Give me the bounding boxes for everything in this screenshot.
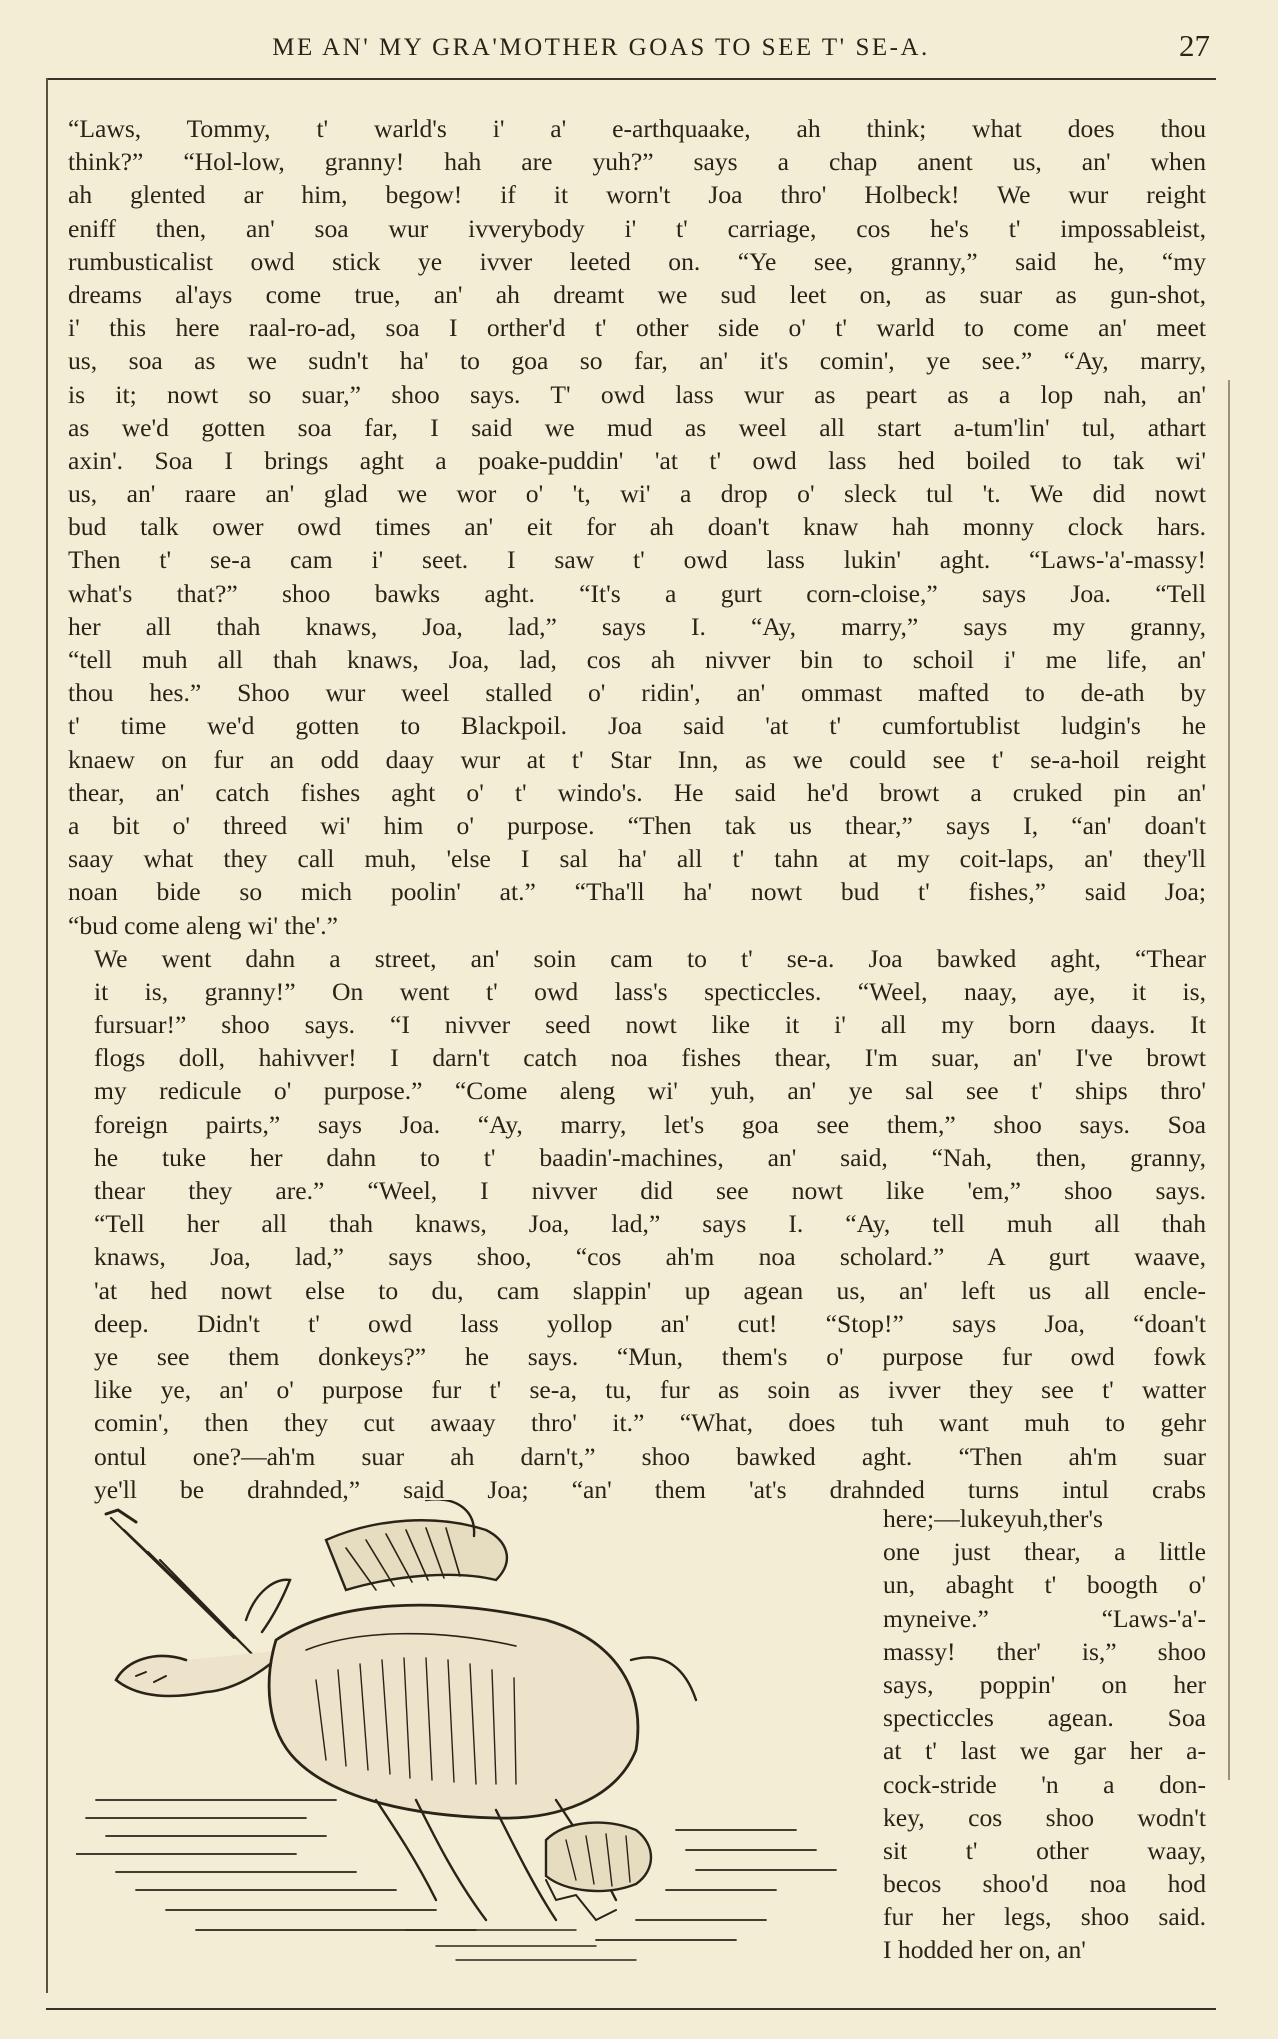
text-line: he tuke her dahn to t' baadin'-machines, an' said, “Nah, then, granny, [94, 1142, 1206, 1172]
text-line: specticcles agean. Soa [883, 1703, 1206, 1733]
text-line: her all thah knaws, Joa, lad,” says I. “Ay, marry,” says my granny, [68, 611, 1206, 641]
text-line: dreams al'ays come true, an' ah dreamt we sud leet on, as suar as gun-shot, [68, 279, 1206, 309]
text-line: what's that?” shoo bawks aght. “It's a gurt corn-cloise,” says Joa. “Tell [68, 578, 1206, 608]
text-line: deep. Didn't t' owd lass yollop an' cut! “Stop!” says Joa, “doan't [94, 1308, 1206, 1338]
text-line: eniff then, an' soa wur ivverybody i' t' carriage, cos he's t' impossableist, [68, 213, 1206, 243]
text-line: t' time we'd gotten to Blackpoil. Joa said 'at t' cumfortublist ludgin's he [68, 711, 1206, 741]
text-line: myneive.” “Laws-'a'- [883, 1603, 1206, 1633]
text-line: saay what they call muh, 'else I sal ha' all t' tahn at my coit-laps, an' they'll [68, 844, 1206, 874]
text-line: one just thear, a little [883, 1537, 1206, 1567]
text-line: un, abaght t' boogth o' [883, 1570, 1206, 1600]
paragraph-1 [68, 112, 1206, 942]
text-line: like ye, an' o' purpose fur t' se-a, tu, fur as soin as ivver they see t' watter [94, 1375, 1206, 1405]
text-line: us, an' raare an' glad we wor o' 't, wi' a drop o' sleck tul 't. We did nowt [68, 479, 1206, 509]
page-number: 27 [1179, 28, 1210, 63]
left-margin-rule [46, 78, 48, 1993]
text-line: We went dahn a street, an' soin cam to t' se-a. Joa bawked aght, “Thear [94, 943, 1206, 973]
text-line: knaws, Joa, lad,” says shoo, “cos ah'm noa scholard.” A gurt waave, [94, 1242, 1206, 1272]
text-line: it is, granny!” On went t' owd lass's specticcles. “Weel, naay, aye, it is, [94, 976, 1206, 1006]
text-line: i' this here raal-ro-ad, soa I orther'd t' other side o' t' warld to come an' meet [68, 313, 1206, 343]
body-text [68, 112, 1206, 1506]
text-line: axin'. Soa I brings aght a poake-puddin' 'at t' owd lass hed boiled to tak wi' [68, 445, 1206, 475]
text-line: fur her legs, shoo said. [883, 1902, 1206, 1932]
text-line: foreign pairts,” says Joa. “Ay, marry, let's goa see them,” shoo says. Soa [94, 1109, 1206, 1139]
text-line: a bit o' threed wi' him o' purpose. “Then tak us thear,” says I, “an' doan't [68, 810, 1206, 840]
text-line: us, soa as we sudn't ha' to goa so far, an' it's comin', ye see.” “Ay, marry, [68, 346, 1206, 376]
text-line: thear they are.” “Weel, I nivver did see nowt like 'em,” shoo says. [94, 1176, 1206, 1205]
text-line: key, cos shoo wodn't [883, 1802, 1206, 1832]
text-line: “Tell her all thah knaws, Joa, lad,” says I. “Ay, tell muh all thah [94, 1209, 1206, 1239]
text-line: at t' last we gar her a- [883, 1736, 1206, 1766]
text-line: thear, an' catch fishes aght o' t' windo's. He said he'd browt a cruked pin an' [68, 777, 1206, 807]
text-line: cock-stride 'n a don- [883, 1769, 1206, 1799]
text-line: becos shoo'd noa hod [883, 1869, 1206, 1899]
text-line: flogs doll, hahivver! I darn't catch noa fishes thear, I'm suar, an' I've browt [94, 1043, 1206, 1073]
text-line: here;—lukeyuh,ther's [883, 1504, 1103, 1533]
text-line: fursuar!” shoo says. “I nivver seed nowt like it i' all my born daays. It [94, 1010, 1206, 1040]
text-line: 'at hed nowt else to du, cam slappin' up agean us, an' left us all encle- [94, 1275, 1206, 1305]
text-line: ye see them donkeys?” he says. “Mun, them's o' purpose fur owd fowk [94, 1341, 1206, 1371]
text-line: says, poppin' on her [883, 1669, 1206, 1699]
narrow-column-text [883, 1502, 1206, 1967]
text-line: ah glented ar him, begow! if it worn't Joa thro' Holbeck! We wur reight [68, 180, 1206, 210]
text-line: as we'd gotten soa far, I said we mud as weel all start a-tum'lin' tul, athart [68, 412, 1206, 442]
text-line: ontul one?—ah'm suar ah darn't,” shoo bawked aght. “Then ah'm suar [94, 1441, 1206, 1471]
text-line: “bud come aleng wi' the'.” [68, 910, 339, 940]
text-line: massy! ther' is,” shoo [883, 1636, 1206, 1666]
right-margin-rule [1228, 380, 1230, 1780]
bottom-rule [46, 2008, 1216, 2010]
text-line: is it; nowt so suar,” shoo says. T' owd lass wur as peart as a lop nah, an' [68, 379, 1206, 409]
text-line: rumbusticalist owd stick ye ivver leeted on. “Ye see, granny,” said he, “my [68, 246, 1206, 276]
donkey-rider-illustration [76, 1500, 856, 1970]
text-line: comin', then they cut awaay thro' it.” “What, does tuh want muh to gehr [94, 1408, 1206, 1438]
text-line: I hodded her on, an' [883, 1935, 1086, 1965]
paragraph-2 [68, 942, 1206, 1506]
text-line: think?” “Hol-low, granny! hah are yuh?” says a chap anent us, an' when [68, 147, 1206, 177]
text-line: noan bide so mich poolin' at.” “Tha'll ha' nowt bud t' fishes,” said Joa; [68, 877, 1206, 907]
text-line: knaew on fur an odd daay wur at t' Star Inn, as we could see t' se-a-hoil reight [68, 744, 1206, 774]
text-line: ye'll be drahnded,” said Joa; “an' them 'at's drahnded turns intul crabs [94, 1474, 1206, 1504]
text-line: thou hes.” Shoo wur weel stalled o' ridin', an' ommast mafted to de-ath by [68, 678, 1206, 708]
page-header [46, 26, 1216, 80]
text-line: my redicule o' purpose.” “Come aleng wi' yuh, an' ye sal see t' ships thro' [94, 1076, 1206, 1106]
text-line: “Laws, Tommy, t' warld's i' a' e-arthquaake, ah think; what does thou [68, 114, 1206, 143]
text-line: “tell muh all thah knaws, Joa, lad, cos ah nivver bin to schoil i' me life, an' [68, 645, 1206, 674]
text-line: bud talk ower owd times an' eit for ah doan't knaw hah monny clock hars. [68, 512, 1206, 542]
running-head: ME AN' MY GRA'MOTHER GOAS TO SEE T' SE-A. [272, 34, 930, 61]
text-line: Then t' se-a cam i' seet. I saw t' owd lass lukin' aght. “Laws-'a'-massy! [68, 545, 1206, 575]
text-line: sit t' other waay, [883, 1835, 1206, 1865]
